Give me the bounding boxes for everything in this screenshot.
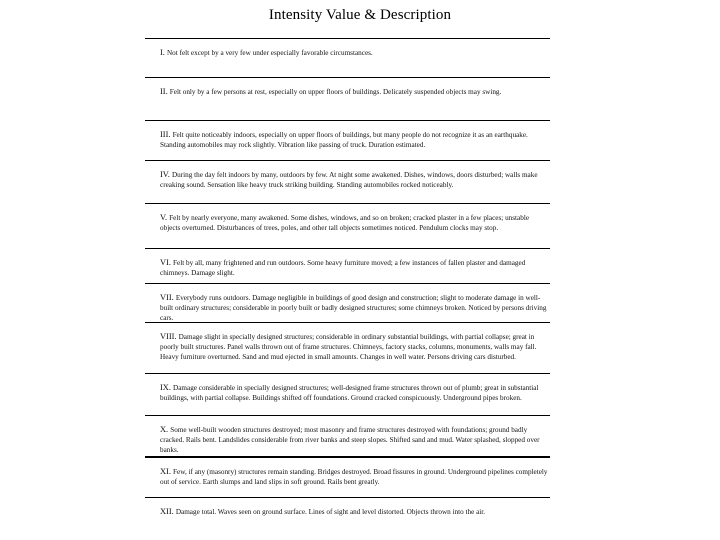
intensity-description: Damage slight in specially designed structures; considerable in ordinary substantial buildings, with partial collapse; great in poorly built structures. Panel walls thrown out of frame structures. Chimneys, factory stacks, columns, monuments, walls may fall. Heavy furniture overturned. Sand and mud ejected in small amounts. Changes in well water. Persons driving cars disturbed.: [160, 333, 537, 361]
intensity-row-v: [145, 204, 550, 249]
intensity-description: Few, if any (masonry) structures remain standing. Bridges destroyed. Broad fissures in ground. Underground pipelines completely out of service. Earth slumps and land slips in soft ground. Rails bent greatly.: [160, 468, 548, 486]
intensity-value: X.: [160, 425, 171, 434]
intensity-value: XII.: [160, 507, 176, 516]
intensity-row-ii: [145, 78, 550, 121]
intensity-value: VI.: [160, 258, 174, 267]
intensity-row-vii: [145, 284, 550, 323]
intensity-description: During the day felt indoors by many, outdoors by few. At night some awakened. Dishes, windows, doors disturbed; walls make creaking sound. Sensation like heavy truck striking building. Standing automobiles rocked noticeably.: [160, 171, 538, 189]
intensity-row-vi: [145, 249, 550, 284]
intensity-value: IX.: [160, 383, 174, 392]
intensity-value: V.: [160, 213, 170, 222]
intensity-value: III.: [160, 130, 173, 139]
intensity-row-iv: [145, 161, 550, 204]
intensity-row-viii: [145, 323, 550, 374]
intensity-row-x: [145, 416, 550, 458]
intensity-description: Some well-built wooden structures destroyed; most masonry and frame structures destroyed with foundations; ground badly cracked. Rails bent. Landslides considerable from river banks and steep slopes. Shifted sand and mud. Water splashed, slopped over banks.: [160, 426, 540, 454]
intensity-row-iii: [145, 121, 550, 161]
intensity-description: Felt by nearly everyone, many awakened. Some dishes, windows, and so on broken; cracked plaster in a few places; unstable objects overturned. Disturbances of trees, poles, and other tall objects sometimes noticed. Pendulum clocks may stop.: [160, 214, 530, 232]
intensity-description: Felt by all, many frightened and run outdoors. Some heavy furniture moved; a few instances of fallen plaster and damaged chimneys. Damage slight.: [160, 259, 526, 277]
intensity-value: II.: [160, 87, 170, 96]
intensity-value: XI.: [160, 467, 174, 476]
intensity-description: Everybody runs outdoors. Damage negligible in buildings of good design and construction; slight to moderate damage in well-built ordinary structures; considerable in poorly built or badly designed structures; some chimneys broken. Noticed by persons driving cars.: [160, 294, 547, 322]
intensity-value: IV.: [160, 170, 172, 179]
intensity-row-xii: [145, 498, 550, 532]
intensity-value: I.: [160, 48, 167, 57]
intensity-value: VIII.: [160, 332, 179, 341]
intensity-description: Damage considerable in specially designed structures; well-designed frame structures thrown out of plumb; great in substantial buildings, with partial collapse. Buildings shifted off foundations. Ground cracked conspicuously. Underground pipes broken.: [160, 384, 539, 402]
intensity-description: Damage total. Waves seen on ground surface. Lines of sight and level distorted. Objects thrown into the air.: [175, 508, 486, 516]
intensity-description: Not felt except by a very few under especially favorable circumstances.: [166, 49, 373, 57]
intensity-value: VII.: [160, 293, 176, 302]
intensity-description: Felt quite noticeably indoors, especially on upper floors of buildings, but many people do not recognize it as an earthquake. Standing automobiles may rock slightly. Vibration like passing of truck. Duration estimated.: [160, 131, 528, 149]
intensity-table: [145, 38, 550, 532]
intensity-row-i: [145, 39, 550, 78]
intensity-description: Felt only by a few persons at rest, especially on upper floors of buildings. Delicately suspended objects may swing.: [169, 88, 502, 96]
intensity-row-ix: [145, 374, 550, 416]
intensity-row-xi: [145, 458, 550, 498]
page-title: Intensity Value & Description: [268, 7, 452, 23]
